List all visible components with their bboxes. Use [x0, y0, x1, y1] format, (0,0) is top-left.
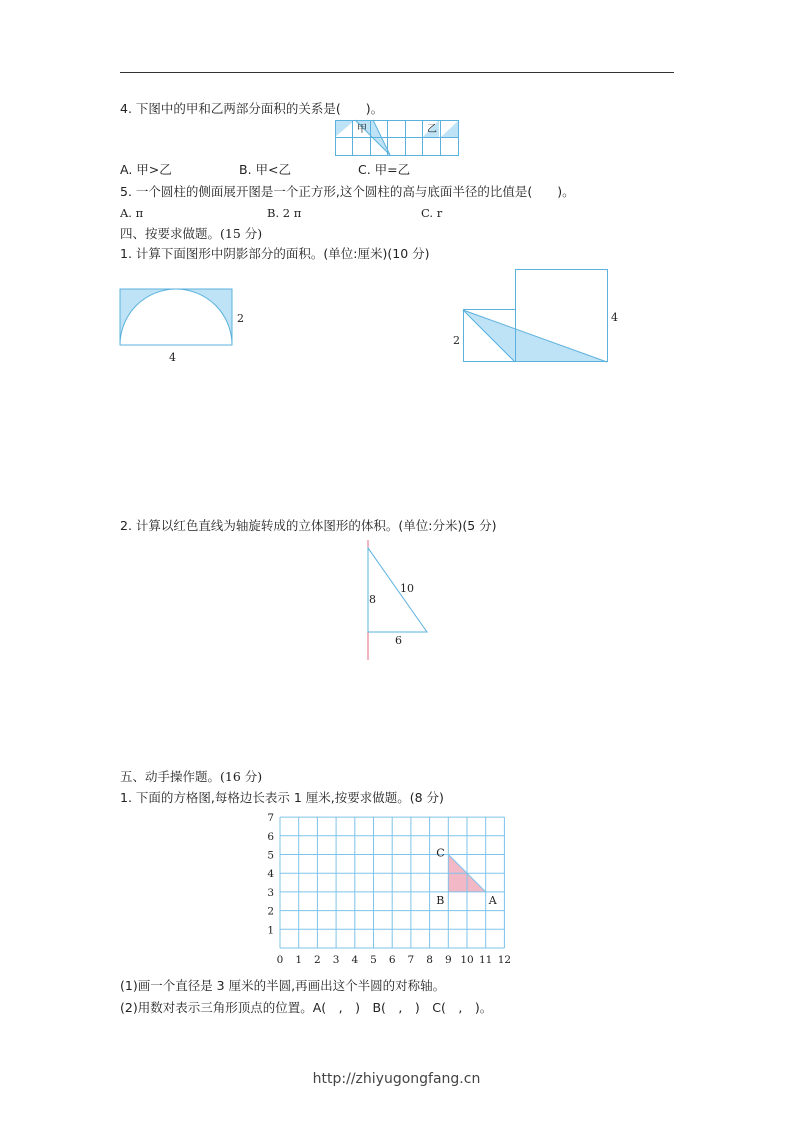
section4-problem1-text: 1. 计算下面图形中阴影部分的面积。(单位:厘米)(10 分) — [120, 246, 430, 261]
footer-url: http://zhiyugongfang.cn — [312, 1071, 481, 1087]
y-tick-label: 6 — [267, 830, 274, 843]
two-squares-figure — [450, 268, 625, 368]
x-tick-label: 3 — [332, 954, 340, 966]
x-tick-label: 4 — [351, 954, 359, 966]
q4-label-jia: 甲 — [357, 124, 367, 135]
rotation-triangle-figure — [355, 540, 445, 665]
section5-heading: 五、动手操作题。(16 分) — [120, 769, 263, 784]
x-tick-label: 12 — [497, 954, 512, 966]
section5-sub2: (2)用数对表示三角形顶点的位置。A( , ) B( , ) C( , )。 — [120, 1000, 493, 1015]
q5-option-b: B. 2 π — [267, 206, 302, 220]
point-c-label: C — [436, 846, 445, 860]
y-tick-label: 2 — [267, 905, 274, 918]
fig2-big-side-label: 4 — [611, 311, 618, 324]
x-tick-label: 9 — [444, 954, 452, 966]
x-tick-label: 7 — [407, 954, 415, 966]
leg-horizontal-label: 6 — [395, 634, 402, 647]
x-tick-label: 5 — [370, 954, 377, 966]
x-tick-label: 1 — [295, 954, 303, 966]
q4-text: 4. 下图中的甲和乙两部分面积的关系是( )。 — [120, 101, 384, 116]
q4-shade-right — [441, 120, 459, 137]
q4-option-c: C. 甲=乙 — [358, 162, 411, 177]
x-tick-label: 11 — [479, 954, 493, 966]
y-tick-label: 4 — [267, 868, 274, 881]
x-tick-label: 6 — [388, 954, 396, 966]
y-tick-label: 1 — [267, 924, 274, 937]
q5-text: 5. 一个圆柱的侧面展开图是一个正方形,这个圆柱的高与底面半径的比值是( )。 — [120, 184, 575, 199]
section5-sub1: (1)画一个直径是 3 厘米的半圆,再画出这个半圆的对称轴。 — [120, 978, 446, 993]
section5-problem1-text: 1. 下面的方格图,每格边长表示 1 厘米,按要求做题。(8 分) — [120, 790, 444, 805]
y-tick-label: 5 — [267, 849, 274, 862]
x-tick-label: 2 — [314, 954, 321, 966]
q4-grid-figure — [335, 120, 460, 157]
hypotenuse-label: 10 — [400, 582, 414, 595]
q4-option-b: B. 甲<乙 — [239, 162, 291, 177]
shaded-corners — [120, 289, 232, 345]
q4-option-a: A. 甲>乙 — [120, 162, 172, 177]
x-tick-label: 8 — [426, 954, 433, 966]
point-b-label: B — [436, 893, 445, 907]
q5-option-c: C. r — [421, 206, 443, 220]
semicircle-rectangle-figure — [118, 286, 258, 366]
fig1-width-label: 4 — [169, 351, 176, 364]
section4-problem2-text: 2. 计算以红色直线为轴旋转成的立体图形的体积。(单位:分米)(5 分) — [120, 518, 497, 533]
leg-vertical-label: 8 — [369, 593, 376, 606]
header-rule — [120, 72, 674, 73]
q5-option-a: A. π — [120, 206, 144, 220]
q4-label-yi: 乙 — [427, 124, 437, 135]
point-a-label: A — [488, 893, 497, 907]
fig1-height-label: 2 — [237, 312, 244, 325]
y-tick-label: 3 — [267, 886, 274, 899]
y-tick-label: 7 — [267, 812, 274, 825]
x-tick-label: 0 — [276, 954, 284, 966]
section4-heading: 四、按要求做题。(15 分) — [120, 226, 263, 241]
fig2-small-side-label: 2 — [453, 334, 460, 347]
x-tick-label: 10 — [460, 954, 474, 966]
coordinate-grid — [268, 812, 528, 972]
